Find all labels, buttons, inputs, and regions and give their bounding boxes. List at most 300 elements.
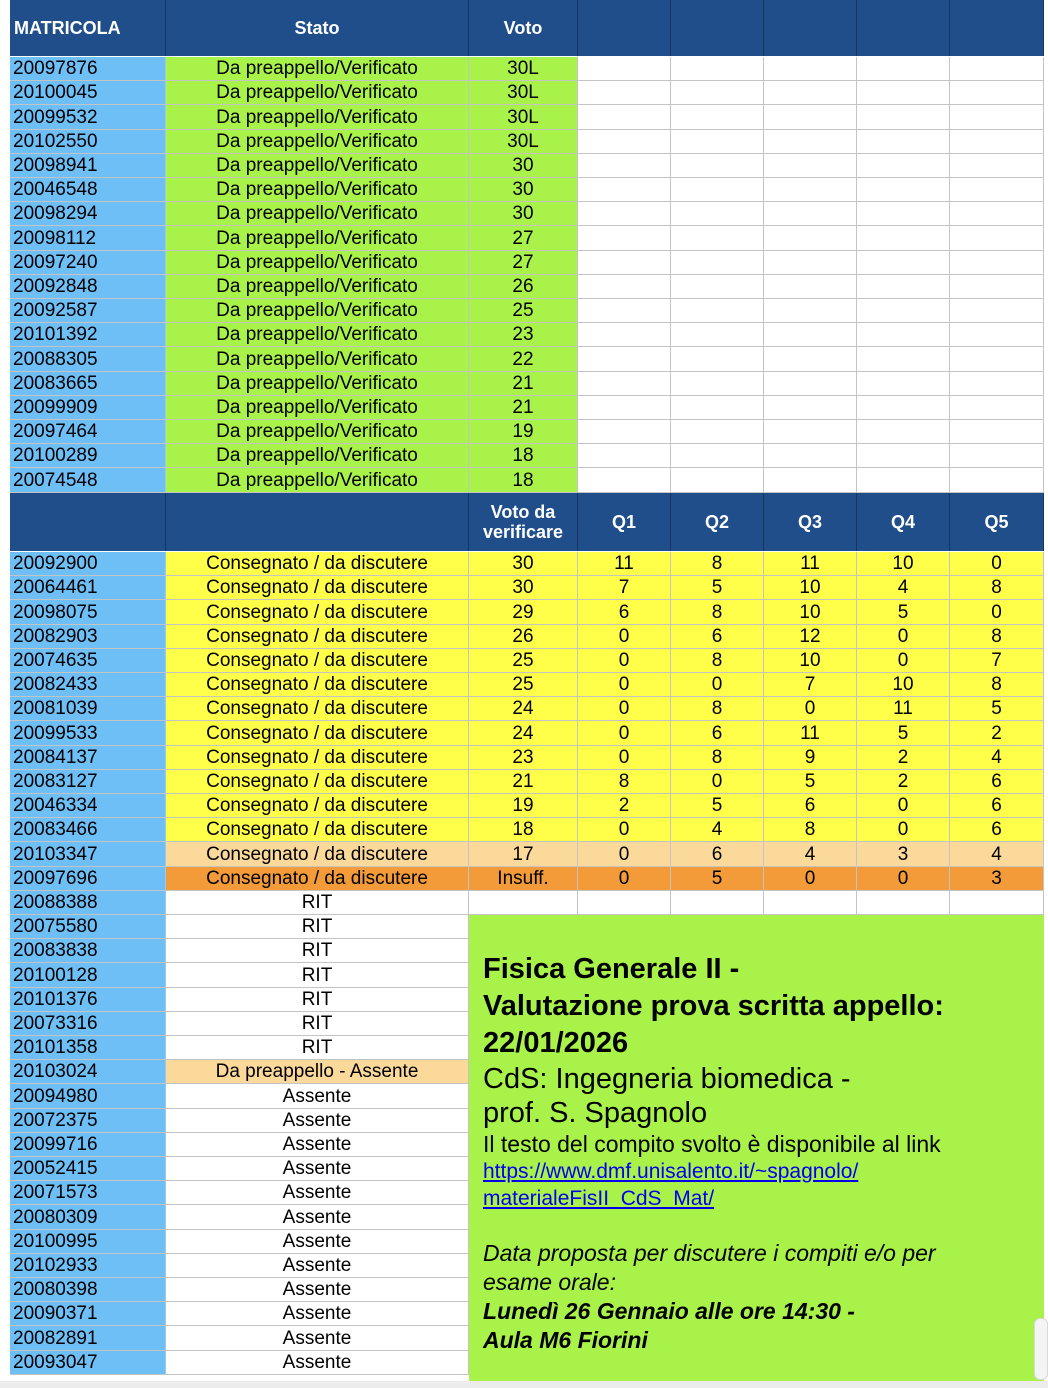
q4-cell[interactable]: 11 [857, 697, 950, 721]
empty-cell[interactable] [950, 275, 1044, 299]
q3-cell[interactable]: 11 [764, 721, 857, 745]
stato-cell[interactable]: Consegnato / da discutere [166, 600, 469, 624]
matricola-cell[interactable]: 20099533 [10, 721, 166, 745]
voto-cell[interactable]: 26 [469, 275, 578, 299]
q2-cell[interactable]: 6 [671, 842, 764, 866]
voto-da-verificare-cell[interactable]: 21 [469, 770, 578, 794]
voto-cell[interactable]: 19 [469, 420, 578, 444]
matricola-cell[interactable]: 20097696 [10, 867, 166, 891]
voto-cell[interactable]: 30 [469, 202, 578, 226]
empty-cell[interactable] [671, 299, 764, 323]
matricola-cell[interactable]: 20100045 [10, 81, 166, 105]
empty-cell[interactable] [857, 226, 950, 250]
empty-cell[interactable] [857, 372, 950, 396]
q5-cell[interactable]: 8 [950, 673, 1044, 697]
matricola-cell[interactable]: 20071573 [10, 1181, 166, 1205]
q2-cell[interactable]: 0 [671, 770, 764, 794]
matricola-cell[interactable]: 20092900 [10, 552, 166, 576]
header-q3[interactable]: Q3 [764, 493, 857, 551]
empty-cell[interactable] [764, 299, 857, 323]
stato-cell[interactable]: Assente [166, 1084, 469, 1108]
empty-cell[interactable] [764, 202, 857, 226]
matricola-cell[interactable]: 20097464 [10, 420, 166, 444]
matricola-cell[interactable]: 20088305 [10, 347, 166, 371]
matricola-cell[interactable]: 20083838 [10, 939, 166, 963]
q4-cell[interactable]: 0 [857, 625, 950, 649]
q5-cell[interactable]: 8 [950, 625, 1044, 649]
empty-cell[interactable] [671, 178, 764, 202]
matricola-cell[interactable]: 20092848 [10, 275, 166, 299]
q3-cell[interactable]: 0 [764, 867, 857, 891]
header-voto-da-verificare[interactable] [469, 493, 578, 551]
matricola-cell[interactable]: 20083466 [10, 818, 166, 842]
stato-cell[interactable]: Consegnato / da discutere [166, 552, 469, 576]
empty-cell[interactable] [671, 202, 764, 226]
header-matricola[interactable]: MATRICOLA [10, 0, 166, 56]
voto-cell[interactable]: 27 [469, 251, 578, 275]
voto-da-verificare-cell[interactable]: 19 [469, 794, 578, 818]
voto-da-verificare-cell[interactable]: 26 [469, 625, 578, 649]
q4-cell[interactable]: 0 [857, 649, 950, 673]
empty-cell[interactable] [857, 299, 950, 323]
empty-cell[interactable] [950, 468, 1044, 492]
empty-cell[interactable] [578, 891, 671, 915]
q4-cell[interactable]: 10 [857, 552, 950, 576]
empty-cell[interactable] [578, 178, 671, 202]
q1-cell[interactable]: 6 [578, 600, 671, 624]
q2-cell[interactable]: 0 [671, 673, 764, 697]
stato-cell[interactable]: Consegnato / da discutere [166, 649, 469, 673]
empty-cell[interactable] [857, 420, 950, 444]
voto-da-verificare-cell[interactable]: 30 [469, 576, 578, 600]
stato-cell[interactable]: RIT [166, 1012, 469, 1036]
empty-cell[interactable] [578, 226, 671, 250]
empty-cell[interactable] [950, 299, 1044, 323]
voto-cell[interactable]: 30L [469, 130, 578, 154]
matricola-cell[interactable]: 20093047 [10, 1351, 166, 1375]
empty-cell[interactable] [578, 130, 671, 154]
empty-cell[interactable] [857, 57, 950, 81]
empty-cell[interactable] [578, 444, 671, 468]
empty-cell[interactable] [857, 891, 950, 915]
q5-cell[interactable]: 8 [950, 576, 1044, 600]
voto-da-verificare-cell[interactable]: 30 [469, 552, 578, 576]
empty-cell[interactable] [671, 130, 764, 154]
stato-cell[interactable]: RIT [166, 891, 469, 915]
q1-cell[interactable]: 0 [578, 697, 671, 721]
q4-cell[interactable]: 0 [857, 867, 950, 891]
empty-cell[interactable] [671, 57, 764, 81]
matricola-cell[interactable]: 20084137 [10, 746, 166, 770]
q3-cell[interactable]: 10 [764, 600, 857, 624]
stato-cell[interactable]: Assente [166, 1254, 469, 1278]
stato-cell[interactable]: Assente [166, 1157, 469, 1181]
empty-cell[interactable] [764, 323, 857, 347]
empty-cell[interactable] [950, 105, 1044, 129]
stato-cell[interactable]: Da preappello/Verificato [166, 347, 469, 371]
header-voto[interactable]: Voto [469, 0, 578, 56]
q1-cell[interactable]: 0 [578, 721, 671, 745]
empty-cell[interactable] [950, 226, 1044, 250]
empty-cell[interactable] [764, 444, 857, 468]
matricola-cell[interactable]: 20073316 [10, 1012, 166, 1036]
q3-cell[interactable]: 10 [764, 576, 857, 600]
voto-cell[interactable]: 30L [469, 105, 578, 129]
q3-cell[interactable]: 6 [764, 794, 857, 818]
empty-cell[interactable] [671, 275, 764, 299]
q3-cell[interactable]: 0 [764, 697, 857, 721]
q3-cell[interactable]: 10 [764, 649, 857, 673]
matricola-cell[interactable]: 20080309 [10, 1205, 166, 1229]
q5-cell[interactable]: 2 [950, 721, 1044, 745]
q3-cell[interactable]: 7 [764, 673, 857, 697]
matricola-cell[interactable]: 20098112 [10, 226, 166, 250]
empty-cell[interactable] [671, 226, 764, 250]
matricola-cell[interactable]: 20090371 [10, 1302, 166, 1326]
q1-cell[interactable]: 7 [578, 576, 671, 600]
stato-cell[interactable]: Consegnato / da discutere [166, 576, 469, 600]
empty-cell[interactable] [857, 396, 950, 420]
matricola-cell[interactable]: 20088388 [10, 891, 166, 915]
q1-cell[interactable]: 0 [578, 673, 671, 697]
stato-cell[interactable]: Consegnato / da discutere [166, 867, 469, 891]
voto-cell[interactable]: 21 [469, 396, 578, 420]
matricola-cell[interactable]: 20046334 [10, 794, 166, 818]
matricola-cell[interactable]: 20099716 [10, 1133, 166, 1157]
q5-cell[interactable]: 7 [950, 649, 1044, 673]
q2-cell[interactable]: 6 [671, 625, 764, 649]
empty-cell[interactable] [578, 275, 671, 299]
voto-da-verificare-cell[interactable]: 24 [469, 721, 578, 745]
header-stato[interactable]: Stato [166, 0, 469, 56]
matricola-cell[interactable]: 20100289 [10, 444, 166, 468]
empty-cell[interactable] [857, 251, 950, 275]
stato-cell[interactable]: RIT [166, 915, 469, 939]
empty-cell[interactable] [857, 323, 950, 347]
q1-cell[interactable]: 0 [578, 842, 671, 866]
matricola-cell[interactable]: 20083665 [10, 372, 166, 396]
empty-cell[interactable] [671, 105, 764, 129]
empty-cell[interactable] [764, 178, 857, 202]
stato-cell[interactable]: Da preappello/Verificato [166, 130, 469, 154]
matricola-cell[interactable]: 20100128 [10, 963, 166, 987]
q5-cell[interactable]: 4 [950, 746, 1044, 770]
q4-cell[interactable]: 2 [857, 746, 950, 770]
empty-cell[interactable] [857, 154, 950, 178]
empty-cell[interactable] [950, 81, 1044, 105]
voto-cell[interactable]: 18 [469, 444, 578, 468]
q1-cell[interactable]: 2 [578, 794, 671, 818]
stato-cell[interactable]: Da preappello/Verificato [166, 323, 469, 347]
empty-cell[interactable] [578, 57, 671, 81]
stato-cell[interactable]: Da preappello/Verificato [166, 275, 469, 299]
empty-cell[interactable] [857, 130, 950, 154]
stato-cell[interactable]: Consegnato / da discutere [166, 842, 469, 866]
stato-cell[interactable]: Da preappello/Verificato [166, 178, 469, 202]
voto-da-verificare-cell[interactable]: 24 [469, 697, 578, 721]
voto-cell[interactable]: 30L [469, 57, 578, 81]
stato-cell[interactable]: Da preappello/Verificato [166, 444, 469, 468]
stato-cell[interactable]: Da preappello/Verificato [166, 226, 469, 250]
empty-cell[interactable] [764, 226, 857, 250]
matricola-cell[interactable]: 20064461 [10, 576, 166, 600]
matricola-cell[interactable]: 20099532 [10, 105, 166, 129]
q2-cell[interactable]: 4 [671, 818, 764, 842]
q1-cell[interactable]: 0 [578, 867, 671, 891]
voto-cell[interactable]: 30 [469, 154, 578, 178]
empty-cell[interactable] [950, 323, 1044, 347]
empty-cell[interactable] [578, 347, 671, 371]
empty-cell[interactable] [578, 323, 671, 347]
voto-da-verificare-cell[interactable]: 25 [469, 649, 578, 673]
empty-cell[interactable] [764, 372, 857, 396]
matricola-cell[interactable]: 20072375 [10, 1109, 166, 1133]
empty-cell[interactable] [764, 396, 857, 420]
header-empty[interactable] [950, 0, 1044, 56]
q3-cell[interactable]: 8 [764, 818, 857, 842]
stato-cell[interactable]: Assente [166, 1133, 469, 1157]
empty-cell[interactable] [950, 202, 1044, 226]
q5-cell[interactable]: 0 [950, 600, 1044, 624]
empty-cell[interactable] [671, 81, 764, 105]
voto-cell[interactable]: 22 [469, 347, 578, 371]
matricola-cell[interactable]: 20098941 [10, 154, 166, 178]
q3-cell[interactable]: 9 [764, 746, 857, 770]
empty-cell[interactable] [857, 178, 950, 202]
voto-cell[interactable]: 21 [469, 372, 578, 396]
header-q5[interactable]: Q5 [950, 493, 1044, 551]
stato-cell[interactable]: Assente [166, 1205, 469, 1229]
solution-link-line1[interactable]: https://www.dmf.unisalento.it/~spagnolo/ [483, 1160, 859, 1183]
matricola-cell[interactable]: 20052415 [10, 1157, 166, 1181]
stato-cell[interactable]: Consegnato / da discutere [166, 746, 469, 770]
scroll-handle[interactable] [1034, 1318, 1048, 1380]
q1-cell[interactable]: 8 [578, 770, 671, 794]
empty-cell[interactable] [950, 444, 1044, 468]
empty-cell[interactable] [857, 275, 950, 299]
empty-cell[interactable] [950, 396, 1044, 420]
empty-cell[interactable] [764, 105, 857, 129]
stato-cell[interactable]: RIT [166, 939, 469, 963]
matricola-cell[interactable]: 20092587 [10, 299, 166, 323]
stato-cell[interactable]: Da preappello/Verificato [166, 396, 469, 420]
q5-cell[interactable]: 6 [950, 794, 1044, 818]
header-empty[interactable] [857, 0, 950, 56]
stato-cell[interactable]: Da preappello/Verificato [166, 468, 469, 492]
stato-cell[interactable]: Consegnato / da discutere [166, 673, 469, 697]
solution-link-line2[interactable]: materialeFisII_CdS_Mat/ [483, 1187, 715, 1210]
q5-cell[interactable]: 6 [950, 770, 1044, 794]
matricola-cell[interactable]: 20101392 [10, 323, 166, 347]
empty-cell[interactable] [857, 444, 950, 468]
stato-cell[interactable]: Da preappello/Verificato [166, 105, 469, 129]
empty-cell[interactable] [671, 444, 764, 468]
q4-cell[interactable]: 10 [857, 673, 950, 697]
empty-cell[interactable] [764, 57, 857, 81]
matricola-cell[interactable]: 20098075 [10, 600, 166, 624]
empty-cell[interactable] [764, 251, 857, 275]
stato-cell[interactable]: RIT [166, 1036, 469, 1060]
matricola-cell[interactable]: 20082903 [10, 625, 166, 649]
empty-cell[interactable] [578, 468, 671, 492]
q2-cell[interactable]: 5 [671, 794, 764, 818]
stato-cell[interactable]: Assente [166, 1230, 469, 1254]
stato-cell[interactable]: Consegnato / da discutere [166, 770, 469, 794]
q3-cell[interactable]: 12 [764, 625, 857, 649]
empty-cell[interactable] [950, 420, 1044, 444]
header-empty[interactable] [578, 0, 671, 56]
empty-cell[interactable] [578, 81, 671, 105]
empty-cell[interactable] [764, 130, 857, 154]
empty-cell[interactable] [764, 347, 857, 371]
matricola-cell[interactable]: 20103347 [10, 842, 166, 866]
header-empty[interactable] [764, 0, 857, 56]
empty-cell[interactable] [671, 891, 764, 915]
empty-cell[interactable] [764, 891, 857, 915]
stato-cell[interactable]: Assente [166, 1278, 469, 1302]
q1-cell[interactable]: 0 [578, 625, 671, 649]
matricola-cell[interactable]: 20102933 [10, 1254, 166, 1278]
matricola-cell[interactable]: 20075580 [10, 915, 166, 939]
q2-cell[interactable]: 6 [671, 721, 764, 745]
q3-cell[interactable]: 11 [764, 552, 857, 576]
stato-cell[interactable]: Assente [166, 1351, 469, 1375]
voto-da-verificare-cell[interactable]: 23 [469, 746, 578, 770]
matricola-cell[interactable]: 20083127 [10, 770, 166, 794]
empty-cell[interactable] [950, 251, 1044, 275]
q2-cell[interactable]: 5 [671, 867, 764, 891]
matricola-cell[interactable]: 20103024 [10, 1060, 166, 1084]
empty-cell[interactable] [764, 275, 857, 299]
q4-cell[interactable]: 2 [857, 770, 950, 794]
stato-cell[interactable]: Da preappello/Verificato [166, 81, 469, 105]
header-empty[interactable] [671, 0, 764, 56]
voto-da-verificare-cell[interactable]: 17 [469, 842, 578, 866]
matricola-cell[interactable]: 20099909 [10, 396, 166, 420]
voto-cell[interactable]: 25 [469, 299, 578, 323]
voto-da-verificare-cell[interactable]: Insuff. [469, 867, 578, 891]
stato-cell[interactable]: Da preappello/Verificato [166, 251, 469, 275]
stato-cell[interactable]: Consegnato / da discutere [166, 625, 469, 649]
q5-cell[interactable]: 6 [950, 818, 1044, 842]
empty-cell[interactable] [578, 299, 671, 323]
empty-cell[interactable] [671, 251, 764, 275]
empty-cell[interactable] [578, 396, 671, 420]
empty-cell[interactable] [857, 81, 950, 105]
q3-cell[interactable]: 5 [764, 770, 857, 794]
q2-cell[interactable]: 8 [671, 697, 764, 721]
empty-cell[interactable] [671, 323, 764, 347]
stato-cell[interactable]: Da preappello/Verificato [166, 420, 469, 444]
q2-cell[interactable]: 5 [671, 576, 764, 600]
header-q4[interactable]: Q4 [857, 493, 950, 551]
q4-cell[interactable]: 0 [857, 818, 950, 842]
q2-cell[interactable]: 8 [671, 649, 764, 673]
header-mid-empty[interactable] [10, 493, 166, 551]
empty-cell[interactable] [578, 202, 671, 226]
matricola-cell[interactable]: 20101376 [10, 988, 166, 1012]
stato-cell[interactable]: RIT [166, 988, 469, 1012]
empty-cell[interactable] [578, 251, 671, 275]
q3-cell[interactable]: 4 [764, 842, 857, 866]
empty-cell[interactable] [764, 420, 857, 444]
empty-cell[interactable] [671, 396, 764, 420]
empty-cell[interactable] [950, 130, 1044, 154]
matricola-cell[interactable]: 20046548 [10, 178, 166, 202]
matricola-cell[interactable]: 20082433 [10, 673, 166, 697]
matricola-cell[interactable]: 20097876 [10, 57, 166, 81]
empty-cell[interactable] [578, 372, 671, 396]
stato-cell[interactable]: Assente [166, 1109, 469, 1133]
empty-cell[interactable] [857, 468, 950, 492]
empty-cell[interactable] [764, 154, 857, 178]
matricola-cell[interactable]: 20098294 [10, 202, 166, 226]
voto-da-verificare-cell[interactable]: 18 [469, 818, 578, 842]
empty-cell[interactable] [950, 154, 1044, 178]
empty-cell[interactable] [578, 154, 671, 178]
q2-cell[interactable]: 8 [671, 600, 764, 624]
voto-cell[interactable]: 27 [469, 226, 578, 250]
stato-cell[interactable]: Da preappello/Verificato [166, 299, 469, 323]
empty-cell[interactable] [578, 105, 671, 129]
empty-cell[interactable] [950, 57, 1044, 81]
header-q1[interactable]: Q1 [578, 493, 671, 551]
matricola-cell[interactable]: 20080398 [10, 1278, 166, 1302]
q2-cell[interactable]: 8 [671, 552, 764, 576]
matricola-cell[interactable]: 20074548 [10, 468, 166, 492]
empty-cell[interactable] [671, 468, 764, 492]
q1-cell[interactable]: 0 [578, 746, 671, 770]
q1-cell[interactable]: 11 [578, 552, 671, 576]
empty-cell[interactable] [950, 347, 1044, 371]
empty-cell[interactable] [469, 891, 578, 915]
empty-cell[interactable] [764, 81, 857, 105]
empty-cell[interactable] [950, 178, 1044, 202]
voto-cell[interactable]: 30L [469, 81, 578, 105]
matricola-cell[interactable]: 20074635 [10, 649, 166, 673]
matricola-cell[interactable]: 20101358 [10, 1036, 166, 1060]
empty-cell[interactable] [671, 347, 764, 371]
empty-cell[interactable] [950, 891, 1044, 915]
stato-cell[interactable]: Da preappello/Verificato [166, 202, 469, 226]
stato-cell[interactable]: Consegnato / da discutere [166, 818, 469, 842]
matricola-cell[interactable]: 20100995 [10, 1230, 166, 1254]
voto-da-verificare-cell[interactable]: 25 [469, 673, 578, 697]
stato-cell[interactable]: Consegnato / da discutere [166, 721, 469, 745]
voto-cell[interactable]: 18 [469, 468, 578, 492]
stato-cell[interactable]: Consegnato / da discutere [166, 794, 469, 818]
empty-cell[interactable] [578, 420, 671, 444]
q5-cell[interactable]: 3 [950, 867, 1044, 891]
voto-da-verificare-cell[interactable]: 29 [469, 600, 578, 624]
q2-cell[interactable]: 8 [671, 746, 764, 770]
stato-cell[interactable]: Da preappello/Verificato [166, 154, 469, 178]
empty-cell[interactable] [950, 372, 1044, 396]
matricola-cell[interactable]: 20081039 [10, 697, 166, 721]
stato-cell[interactable]: Da preappello/Verificato [166, 372, 469, 396]
empty-cell[interactable] [857, 202, 950, 226]
q4-cell[interactable]: 5 [857, 600, 950, 624]
stato-cell[interactable]: Assente [166, 1326, 469, 1350]
q1-cell[interactable]: 0 [578, 818, 671, 842]
stato-cell[interactable]: RIT [166, 963, 469, 987]
empty-cell[interactable] [857, 347, 950, 371]
matricola-cell[interactable]: 20082891 [10, 1326, 166, 1350]
q4-cell[interactable]: 5 [857, 721, 950, 745]
q5-cell[interactable]: 4 [950, 842, 1044, 866]
q4-cell[interactable]: 3 [857, 842, 950, 866]
matricola-cell[interactable]: 20102550 [10, 130, 166, 154]
